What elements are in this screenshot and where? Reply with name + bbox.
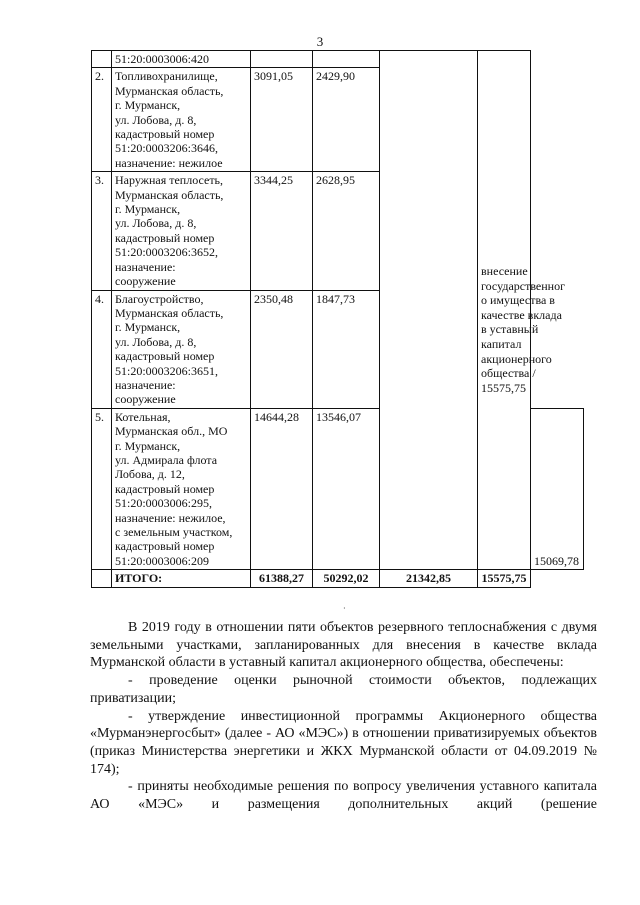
- desc-line: назначение:: [115, 259, 176, 274]
- note-line: акционерного: [481, 351, 552, 366]
- row-num-cell: 2.: [92, 68, 112, 172]
- desc-line: 51:20:0003206:3652,: [115, 245, 219, 260]
- note-line: общества /: [481, 366, 536, 381]
- desc-line: кадастровый номер: [115, 481, 215, 496]
- assets-table: [91, 50, 584, 588]
- desc-line: 51:20:0003206:3651,: [115, 363, 219, 378]
- desc-line: ул. Адмирала флота: [115, 452, 218, 467]
- value2-cell: 1847,73: [313, 290, 380, 408]
- total-row: [92, 570, 584, 587]
- desc-line: назначение: нежилое: [115, 155, 223, 170]
- desc-line: ул. Лобова, д. 8,: [115, 334, 197, 349]
- desc-line: г. Мурманск,: [115, 320, 181, 335]
- land-value-cell: 15069,78: [531, 408, 584, 569]
- desc-line: Котельная,: [115, 409, 171, 424]
- desc-line: Мурманская обл., МО: [115, 424, 228, 439]
- desc-line: сооружение: [115, 392, 176, 407]
- desc-line: ул. Лобова, д. 8,: [115, 112, 197, 127]
- row-desc-cell: [112, 290, 251, 408]
- value1-cell: 3344,25: [251, 172, 313, 290]
- note-line: качестве вклада: [481, 307, 562, 322]
- body-text: [90, 619, 597, 814]
- desc-line: кадастровый номер: [115, 127, 215, 142]
- value2-cell: 2429,90: [313, 68, 380, 172]
- note-line: государственног: [481, 278, 566, 293]
- desc-line: Благоустройство,: [115, 291, 204, 306]
- value1-cell: 14644,28: [251, 408, 313, 569]
- desc-line: ул. Лобова, д. 8,: [115, 216, 197, 231]
- note-line: о имущества в: [481, 293, 555, 308]
- row-num-cell: [92, 51, 112, 68]
- note-line: в уставный: [481, 322, 539, 337]
- desc-line: кадастровый номер: [115, 349, 215, 364]
- value2-cell: 13546,07: [313, 408, 380, 569]
- paragraph: - проведение оценки рыночной стоимости объектов, подлежащих приватизации;: [90, 673, 597, 706]
- paragraph: - приняты необходимые решения по вопросу увеличения уставного капитала АО «МЭС» и размещения дополнительных акций (решение: [90, 779, 597, 813]
- desc-line: кадастровый номер: [115, 230, 215, 245]
- desc-line: назначение:: [115, 377, 176, 392]
- desc-line: с земельным участком,: [115, 525, 233, 539]
- note-line: 15575,75: [481, 380, 526, 395]
- desc-line: 51:20:0003206:3646,: [115, 141, 219, 156]
- total-num-cell: [92, 570, 112, 587]
- row-num-cell: 5.: [92, 408, 112, 569]
- desc-line: Топливохранилище,: [115, 69, 218, 84]
- value3-cell: [380, 51, 478, 570]
- total-label: ИТОГО:: [112, 570, 251, 587]
- paragraph: В 2019 году в отношении пяти объектов резервного теплоснабжения с двумя земельными участками, запланированных для внесения в качестве вклада Мурманской области в уставный капитал акционерного общества, обеспечены:: [90, 620, 597, 671]
- value1-cell: 2350,48: [251, 290, 313, 408]
- row-num-cell: 3.: [92, 172, 112, 290]
- desc-line: назначение: нежилое,: [115, 510, 226, 525]
- value1-cell: 3091,05: [251, 68, 313, 172]
- row-desc-cell: [112, 51, 251, 68]
- desc-line: Мурманская область,: [115, 305, 224, 320]
- desc-line: 51:20:0003006:209: [115, 553, 210, 568]
- value1-cell: [251, 51, 313, 68]
- row-desc-cell: [112, 68, 251, 172]
- desc-line: сооружение: [115, 274, 176, 289]
- dot-mark: ·: [343, 604, 346, 613]
- row-desc-cell: [112, 408, 251, 569]
- desc-line: кадастровый номер: [115, 539, 215, 554]
- total-value3: 21342,85: [380, 570, 478, 587]
- total-value4: 15575,75: [478, 570, 531, 587]
- desc-line: г. Мурманск,: [115, 438, 181, 453]
- table-row: [92, 51, 584, 68]
- desc-line: г. Мурманск,: [115, 202, 181, 217]
- row-desc-cell: [112, 172, 251, 290]
- cadastral-number: 51:20:0003006:420: [115, 52, 210, 66]
- value2-cell: [313, 51, 380, 68]
- value2-cell: 2628,95: [313, 172, 380, 290]
- page-number: 3: [316, 34, 324, 49]
- row-num-cell: 4.: [92, 290, 112, 408]
- desc-line: 51:20:0003006:295,: [115, 496, 213, 511]
- desc-line: Наружная теплосеть,: [115, 173, 224, 188]
- desc-line: Мурманская область,: [115, 83, 224, 98]
- total-value1: 61388,27: [251, 570, 313, 587]
- total-value2: 50292,02: [313, 570, 380, 587]
- paragraph: - утверждение инвестиционной программы Акционерного общества «Мурманэнергосбыт» (далее - АО «МЭС») в отношении приватизируемых объектов (приказ Министерства энергетики и ЖКХ Мурманской области от 04.09.2019 № 174);: [90, 708, 597, 777]
- note-line: внесение: [481, 263, 528, 278]
- desc-line: Лобова, д. 12,: [115, 467, 185, 482]
- note-line: капитал: [481, 336, 522, 351]
- desc-line: Мурманская область,: [115, 187, 224, 202]
- desc-line: г. Мурманск,: [115, 98, 181, 113]
